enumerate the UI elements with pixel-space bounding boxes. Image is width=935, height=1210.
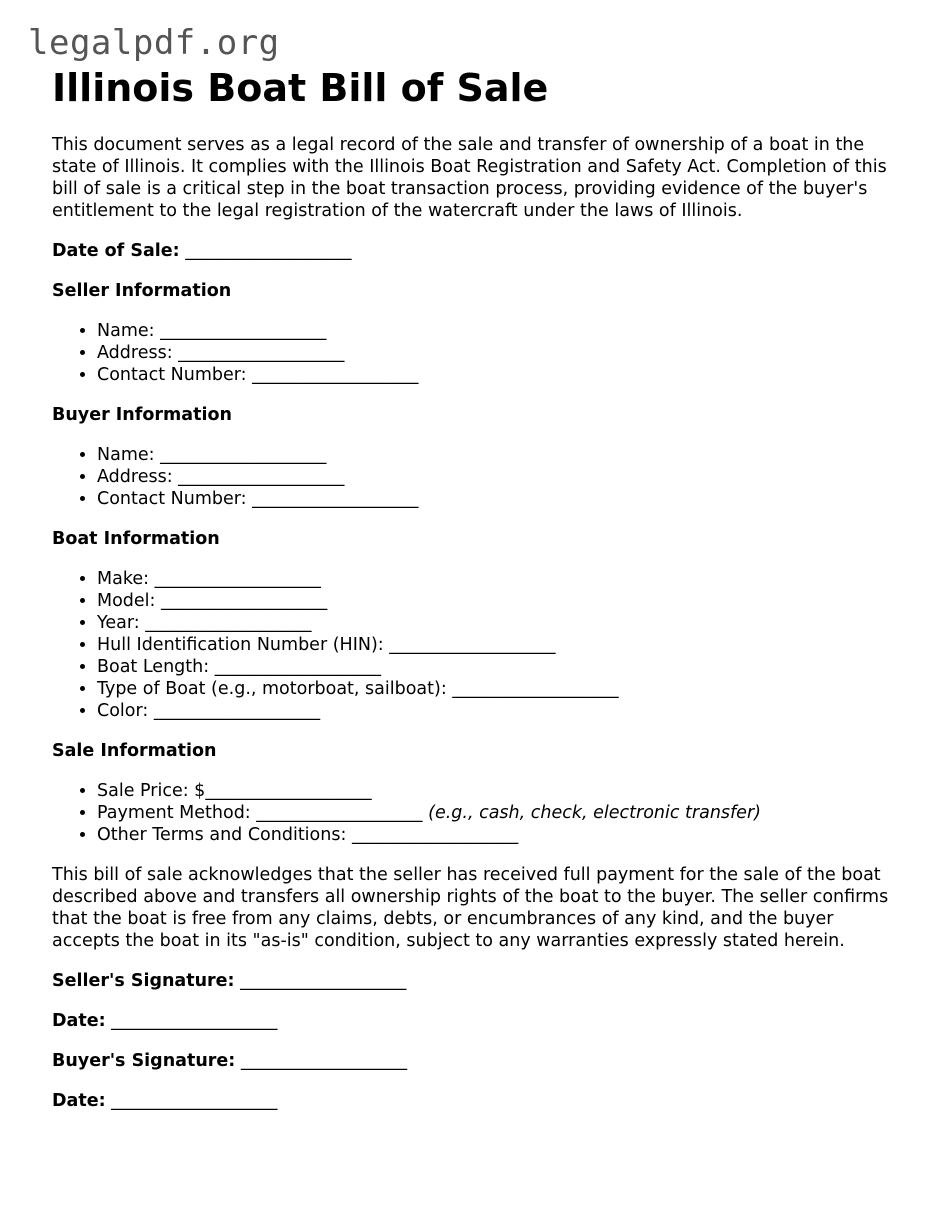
buyer-address-label: Address: [97, 467, 173, 487]
seller-heading: Seller Information [52, 281, 232, 301]
buyer-contact-label: Contact Number: [97, 489, 247, 509]
buyer-signature-blank[interactable]: ___________________ [240, 1051, 408, 1071]
boat-year-label: Year: [97, 613, 140, 633]
date-of-sale-field [52, 240, 892, 262]
buyer-date-label: Date: [52, 1091, 106, 1111]
buyer-signature-label: Buyer's Signature: [52, 1051, 236, 1071]
list-item [97, 634, 892, 656]
sale-list [52, 780, 892, 846]
boat-hin-blank[interactable]: ___________________ [389, 635, 556, 655]
boat-heading: Boat Information [52, 529, 220, 549]
list-item [97, 320, 892, 342]
sale-price-blank[interactable]: ___________________ [205, 781, 372, 801]
seller-date-blank[interactable]: ___________________ [111, 1011, 278, 1031]
other-terms-label: Other Terms and Conditions: [97, 825, 347, 845]
document-page [52, 66, 892, 1130]
other-terms-blank[interactable]: ___________________ [351, 825, 519, 845]
boat-color-label: Color: [97, 701, 149, 721]
buyer-list [52, 444, 892, 510]
buyer-name-blank[interactable]: ___________________ [160, 445, 327, 465]
list-item [97, 656, 892, 678]
buyer-address-blank[interactable]: ___________________ [178, 467, 345, 487]
buyer-contact-blank[interactable]: ___________________ [252, 489, 419, 509]
buyer-heading: Buyer Information [52, 405, 232, 425]
boat-year-blank[interactable]: ___________________ [145, 613, 312, 633]
list-item [97, 488, 892, 510]
seller-contact-blank[interactable]: ___________________ [252, 365, 419, 385]
seller-name-label: Name: [97, 321, 155, 341]
seller-list [52, 320, 892, 386]
seller-address-blank[interactable]: ___________________ [178, 343, 345, 363]
boat-list [52, 568, 892, 722]
boat-type-label: Type of Boat (e.g., motorboat, sailboat): [97, 679, 447, 699]
list-item [97, 568, 892, 590]
seller-signature-label: Seller's Signature: [52, 971, 235, 991]
list-item [97, 466, 892, 488]
intro-paragraph: This document serves as a legal record of the sale and transfer of ownership of a boat in the state of Illinois. It complies with the Illinois Boat Registration and Safety Act. Completion of this bill of sale is a critical step in the boat transaction process, providing evidence of the buyer's entitlement to the legal registration of the watercraft under the laws of Illinois. [52, 135, 887, 221]
list-item [97, 824, 892, 846]
date-of-sale-blank[interactable]: ___________________ [185, 241, 352, 261]
watermark: legalpdf.org [28, 23, 280, 63]
payment-method-note: (e.g., cash, check, electronic transfer) [428, 803, 761, 823]
seller-date-label: Date: [52, 1011, 106, 1031]
boat-length-blank[interactable]: ___________________ [214, 657, 381, 677]
buyer-date-blank[interactable]: ___________________ [111, 1091, 278, 1111]
boat-length-label: Boat Length: [97, 657, 210, 677]
list-item [97, 700, 892, 722]
boat-type-blank[interactable]: ___________________ [452, 679, 619, 699]
boat-make-blank[interactable]: ___________________ [154, 569, 321, 589]
sale-heading: Sale Information [52, 741, 217, 761]
seller-signature-blank[interactable]: ___________________ [240, 971, 407, 991]
list-item [97, 342, 892, 364]
boat-model-label: Model: [97, 591, 156, 611]
payment-method-blank[interactable]: ___________________ [256, 803, 423, 823]
buyer-signature-field [52, 1050, 892, 1072]
boat-hin-label: Hull Identification Number (HIN): [97, 635, 384, 655]
seller-date-field [52, 1010, 892, 1032]
list-item [97, 444, 892, 466]
list-item [97, 802, 892, 824]
list-item [97, 678, 892, 700]
list-item [97, 590, 892, 612]
buyer-name-label: Name: [97, 445, 155, 465]
seller-signature-field [52, 970, 892, 992]
buyer-date-field [52, 1090, 892, 1112]
seller-name-blank[interactable]: ___________________ [160, 321, 327, 341]
boat-model-blank[interactable]: ___________________ [161, 591, 328, 611]
boat-make-label: Make: [97, 569, 149, 589]
payment-method-label: Payment Method: [97, 803, 251, 823]
seller-contact-label: Contact Number: [97, 365, 247, 385]
date-of-sale-label: Date of Sale: [52, 241, 180, 261]
list-item [97, 612, 892, 634]
closing-paragraph: This bill of sale acknowledges that the seller has received full payment for the sale of the boat described above and transfers all ownership rights of the boat to the buyer. The seller confirms that the boat is free from any claims, debts, or encumbrances of any kind, and the buyer accepts the boat in its "as-is" condition, subject to any warranties expressly stated herein. [52, 865, 889, 951]
seller-address-label: Address: [97, 343, 173, 363]
page-title: Illinois Boat Bill of Sale [52, 66, 549, 110]
list-item [97, 780, 892, 802]
sale-price-label: Sale Price: $ [97, 781, 206, 801]
boat-color-blank[interactable]: ___________________ [153, 701, 321, 721]
list-item [97, 364, 892, 386]
